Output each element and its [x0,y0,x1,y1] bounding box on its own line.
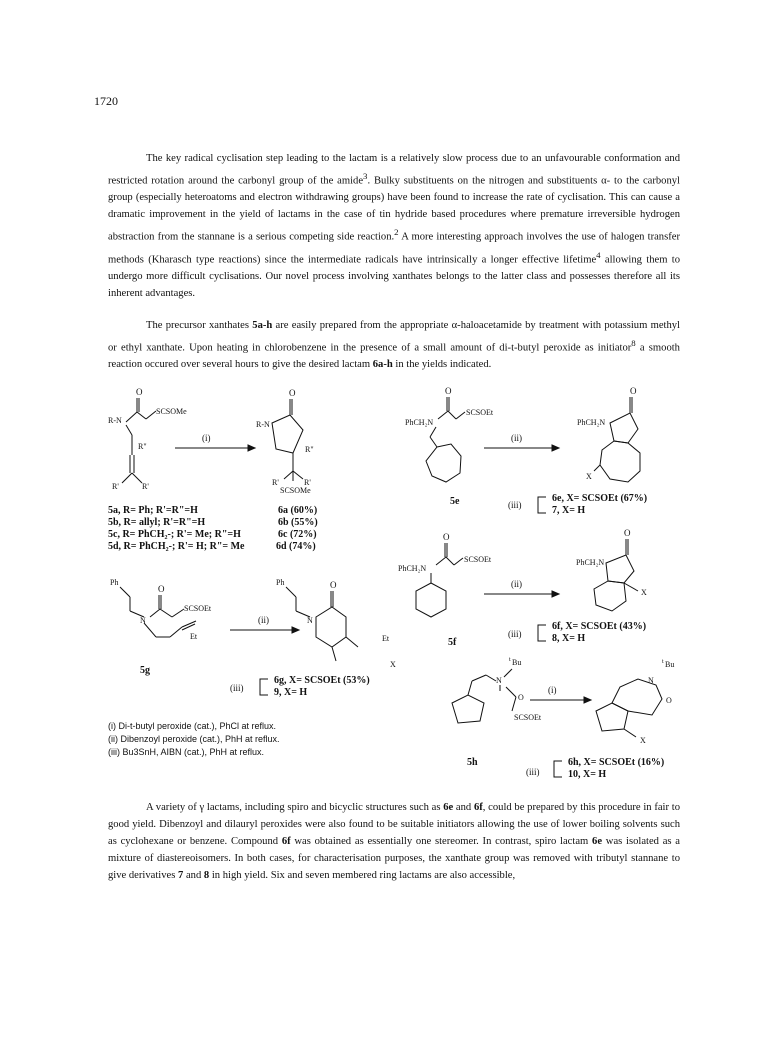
substrate-5d: 5d, R= PhCH₂-; R'= H; R"= Me [108,541,245,552]
rn-label: R-N [108,416,122,425]
scsoet-label: SCSOEt [466,408,494,417]
substrate-5c: 5c, R= PhCH₂-; R'= Me; R"=H [108,529,241,540]
scsoet-label: SCSOEt [184,604,212,613]
ph-label: Ph [276,578,285,587]
carbonyl-oxygen-label: O [443,532,450,542]
r-prime-label: R' [304,478,311,487]
x-label: X [641,588,647,597]
n-label: N [140,616,146,625]
tbu-superscript: t [509,657,511,663]
n-label: N [307,616,313,625]
product-6a: 6a (60%) [278,505,318,516]
reaction-arrow [175,445,255,451]
scheme-6e-product [594,397,640,482]
page-number: 1720 [94,94,118,108]
carbonyl-oxygen-label: O [445,386,452,396]
et-label: Et [382,634,390,643]
product-9: 9, X= H [274,687,308,698]
scheme-6g-product [286,587,358,661]
x-label: X [390,660,396,669]
product-10: 10, X= H [568,769,607,780]
step-ii-label: (ii) [511,579,522,589]
n-label: N [496,676,502,685]
r-prime-label: R' [272,478,279,487]
product-6d: 6d (74%) [276,541,316,552]
step-iii-label: (iii) [508,629,522,639]
carbonyl-oxygen-label: O [289,388,296,398]
reaction-arrow [530,697,591,703]
substrate-5a: 5a, R= Ph; R'=R"=H [108,505,198,516]
scsoet-label: SCSOEt [464,555,492,564]
ph-label: Ph [110,578,119,587]
reaction-scheme [100,385,700,785]
scheme-5f-substrate [416,543,463,617]
carbonyl-oxygen-label: O [518,693,524,702]
scheme-6h-product [596,679,662,737]
phch2n-label: PhCH₂N [576,558,605,567]
carbonyl-oxygen-label: O [666,696,672,705]
reaction-arrow [484,445,559,451]
compound-5e-label: 5e [450,496,460,507]
condition-ii: (ii) Dibenzoyl peroxide (cat.), PhH at reflux. [108,734,280,744]
rn-label: R-N [256,420,270,429]
carbonyl-oxygen-label: O [136,387,143,397]
branch-arrow [538,497,546,513]
reaction-arrow [484,591,559,597]
product-6f: 6f, X= SCSOEt (43%) [552,621,647,632]
paragraph-2: The precursor xanthates 5a-h are easily prepared from the appropriate α-haloacetamide by treatment with potassium methyl or ethyl xanthate. Upon heating in chlorobenzene in the presence of a small amount of di-t-butyl peroxide as initiator$^8$ a smooth reaction occured over several hours to give the desired lactam 6a-h in the yields indicated. [108,320,680,371]
scheme-5h-substrate [452,669,516,723]
branch-arrow [260,679,268,695]
product-6h: 6h, X= SCSOEt (16%) [568,757,665,768]
product-6c: 6c (72%) [278,529,317,540]
step-i-label: (i) [202,433,211,443]
tbu-superscript: t [662,659,664,665]
reaction-conditions [108,721,280,757]
product-6e: 6e, X= SCSOEt (67%) [552,493,648,504]
branch-arrow [538,625,546,641]
product-8: 8, X= H [552,633,586,644]
compound-5h-label: 5h [467,757,478,768]
step-i-label: (i) [548,685,557,695]
r-prime-label: R' [142,482,149,491]
phch2n-label: PhCH₂N [577,418,606,427]
n-label: N [648,676,654,685]
carbonyl-oxygen-label: O [330,580,337,590]
compound-5f-label: 5f [448,637,457,648]
branch-arrow [554,761,562,777]
product-7: 7, X= H [552,505,586,516]
condition-iii: (iii) Bu3SnH, AIBN (cat.), PhH at reflux. [108,747,265,757]
paragraph-3: A variety of γ lactams, including spiro and bicyclic structures such as 6e and 6f, could be prepared by this procedure in fair to good yield. Dibenzoyl and dilauryl peroxides were also found to be suitable initiators allowing the use of lower boiling solvents such as cyclohexane or benzene. Compound 6f was obtained as essentially one stereomer. In contrast, spiro lactam 6e was isolated as a mixture of diastereoisomers. In both cases, for characterisation purposes, the xanthate group was removed with tributyl stannane to give derivatives 7 and 8 in high yield. Six and seven membered ring lactams are also accessible, [108,802,681,881]
scheme-6a-d-product [272,399,303,481]
step-iii-label: (iii) [230,683,244,693]
step-ii-label: (ii) [511,433,522,443]
step-iii-label: (iii) [508,500,522,510]
paragraph-1: The key radical cyclisation step leading to the lactam is a relatively slow process due to an unfavourable conformation and restricted rotation around the carbonyl group of the amide$^3$. Bulky substituents on the nitrogen and substituents α- to the carbonyl group (especially heteroatoms and electron withdrawing groups) have been found to increase the rate of cyclisation. This can cause a dramatic improvement in the yield of lactams in the case of tin hydride based procedures where premature irreversible hydrogen abstraction from the stannane is a serious competing side reaction.$^2$ A more interesting approach involves the use of halogen transfer methods (Kharasch type reactions) since the intermediate radicals have intrinsically a longer effective lifetime$^4$ allowing them to undergo more difficult cyclisations. Our novel process involving xanthates belongs to the latter class and possesses therefore all its inherent advantages. [108,153,681,299]
phch2n-label: PhCH₂N [398,564,427,573]
series-5a-d-table [108,505,318,552]
tbu-label: Bu [512,658,522,667]
scheme-6f-product [594,539,638,611]
condition-i: (i) Di-t-butyl peroxide (cat.), PhCl at reflux. [108,721,277,731]
substrate-5b: 5b, R= allyl; R'=R"=H [108,517,206,528]
scsome-label: SCSOMe [280,486,311,495]
carbonyl-oxygen-label: O [624,528,631,538]
scheme-5a-d-substrate [122,398,156,483]
step-ii-label: (ii) [258,615,269,625]
x-label: X [586,472,592,481]
x-label: X [640,736,646,745]
r-dprime-label: R" [305,445,314,454]
scsome-label: SCSOMe [156,407,187,416]
scsoet-label: SCSOEt [514,713,542,722]
carbonyl-oxygen-label: O [630,386,637,396]
tbu-label: Bu [665,660,675,669]
step-iii-label: (iii) [526,767,540,777]
phch2n-label: PhCH₂N [405,418,434,427]
reaction-arrow [230,627,299,633]
product-6b: 6b (55%) [278,517,318,528]
compound-5g-label: 5g [140,665,150,676]
et-label: Et [190,632,198,641]
scheme-5e-substrate [426,397,465,482]
r-prime-label: R' [112,482,119,491]
carbonyl-oxygen-label: O [158,584,165,594]
r-dprime-label: R" [138,442,147,451]
product-6g: 6g, X= SCSOEt (53%) [274,675,370,686]
